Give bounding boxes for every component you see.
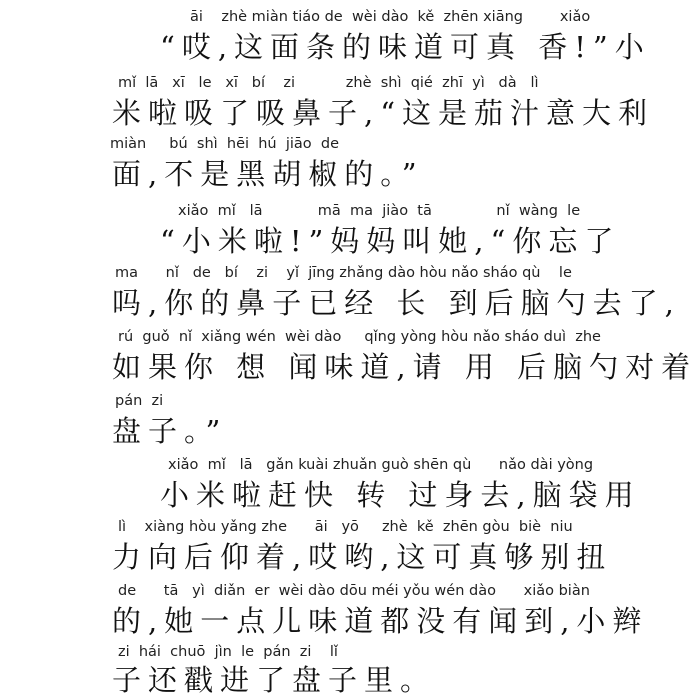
text-line: 米啦吸了吸鼻子,“这是茄汁意大利	[112, 96, 655, 130]
pinyin-line: āi zhè miàn tiáo de wèi dào kě zhēn xiāng xiǎo	[190, 9, 591, 25]
text-line: 子还戳进了盘子里。	[112, 663, 437, 697]
pinyin-line: rú guǒ nǐ xiǎng wén wèi dào qǐng yòng hòu nǎo sháo duì zhe	[118, 329, 601, 345]
pinyin-line: pán zi	[115, 393, 164, 409]
text-line: 面,不是黑胡椒的。”	[112, 157, 424, 191]
text-line: “小米啦!”妈妈叫她,“你忘了	[160, 224, 621, 258]
pinyin-line: miàn bú shì hēi hú jiāo de	[110, 136, 339, 152]
text-line: 力向后仰着,哎哟,这可真够别扭	[112, 540, 613, 574]
text-line: 盘子。”	[112, 414, 228, 448]
pinyin-line: zi hái chuō jìn le pán zi lǐ	[118, 644, 338, 660]
text-line: “哎,这面条的味道可真 香!”小	[160, 30, 651, 64]
text-line: 小米啦赶快 转 过身去,脑袋用	[160, 478, 641, 512]
pinyin-line: mǐ lā xī le xī bí zi zhè shì qié zhī yì dà lì	[118, 75, 539, 91]
text-line: 的,她一点儿味道都没有闻到,小辫	[112, 604, 649, 638]
pinyin-line: xiǎo mǐ lā mā ma jiào tā nǐ wàng le	[178, 203, 581, 219]
text-line: 如果你 想 闻味道,请 用 后脑勺对着	[112, 350, 698, 384]
pinyin-line: lì xiàng hòu yǎng zhe āi yō zhè kě zhēn gòu biè niu	[118, 519, 573, 535]
pinyin-line: ma nǐ de bí zi yǐ jīng zhǎng dào hòu nǎo sháo qù le	[115, 265, 572, 281]
pinyin-line: de tā yì diǎn er wèi dào dōu méi yǒu wén dào xiǎo biàn	[118, 583, 590, 599]
text-line: 吗,你的鼻子已经 长 到后脑勺去了,	[112, 286, 681, 320]
pinyin-line: xiǎo mǐ lā gǎn kuài zhuǎn guò shēn qù nǎo dài yòng	[168, 457, 594, 473]
